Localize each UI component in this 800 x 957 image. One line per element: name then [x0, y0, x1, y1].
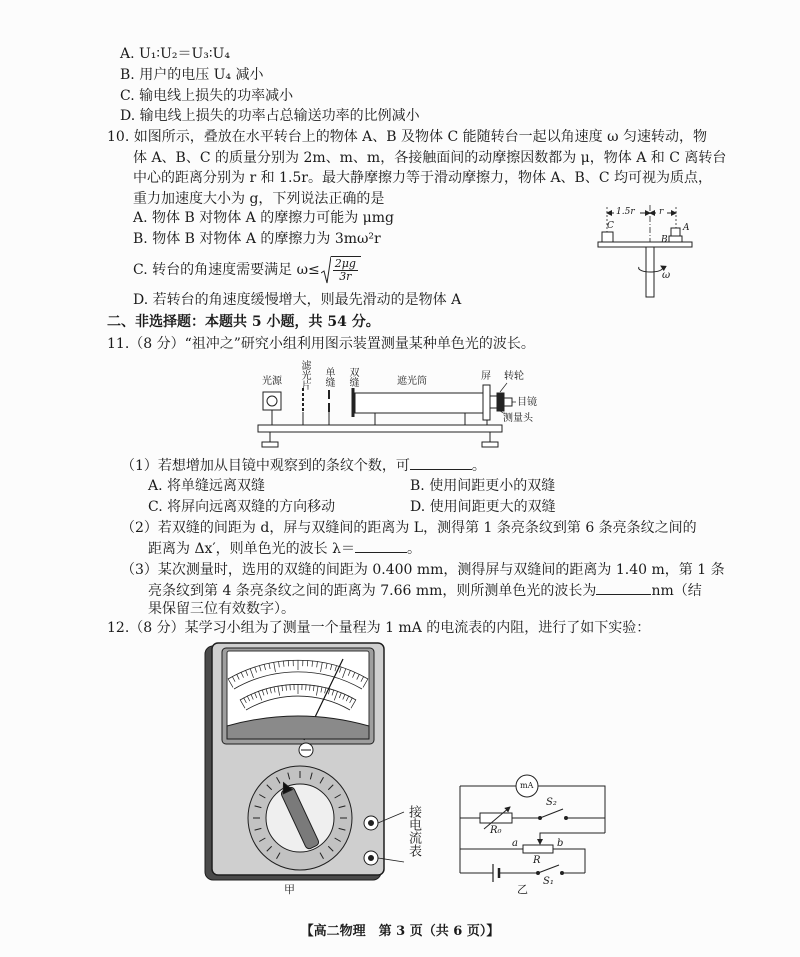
- label-eyepiece: 目镜: [517, 397, 537, 408]
- q11-part3-text: 亮条纹到第 4 条亮条纹之间的距离为 7.66 mm，则所测单色光的波长为: [148, 583, 597, 599]
- q11-part1-option-d: D. 使用间距更大的双缝: [410, 499, 556, 515]
- label-rheostat-r: R: [533, 855, 541, 866]
- label-block-c: C: [607, 221, 614, 231]
- rheostat-slider: [540, 833, 605, 844]
- q11-part1-text: （1）若想增加从目镜中观察到的条纹个数，可: [121, 458, 410, 474]
- switch-s2-blade: [540, 809, 563, 818]
- eyepiece: [504, 398, 512, 406]
- block-c: [602, 232, 613, 242]
- turntable: [598, 242, 692, 247]
- q11-part3-line: 果保留三位有效数字）。: [148, 601, 295, 617]
- multimeter-figure: [205, 643, 404, 880]
- label-block-a: A: [683, 223, 690, 233]
- figure-caption-a: 甲: [284, 883, 295, 896]
- bench-foot: [482, 442, 498, 447]
- q11-stem: 11.（8 分）“祖冲之”研究小组利用图示装置测量某种单色光的波长。: [107, 336, 535, 352]
- label-light-source: 光源: [262, 376, 282, 387]
- double-slit-apparatus: [258, 383, 516, 447]
- label-screen: 屏: [481, 371, 491, 382]
- terminal-upper-core: [369, 821, 374, 826]
- q10-stem-line: 10. 如图所示，叠放在水平转台上的物体 A、B 及物体 C 能随转台一起以角速度 ω 匀速转动，物: [107, 129, 707, 145]
- q11-part3-unit: nm（结: [651, 583, 702, 599]
- light-shield-tube: [355, 393, 483, 413]
- terminal-lower-core: [369, 856, 374, 861]
- label-filter: 滤光片: [299, 360, 310, 390]
- label-single-slit: 单缝: [323, 367, 334, 387]
- label-tube: 遮光筒: [397, 376, 427, 387]
- q10-stem-line: 重力加速度大小为 g，下列说法正确的是: [133, 191, 385, 207]
- label-double-slit: 双缝: [347, 367, 358, 387]
- square-root-expression: [321, 256, 361, 284]
- label-r0: R₀: [490, 825, 502, 836]
- q10-stem-line: 体 A、B、C 的质量分别为 2m、m、m，各接触面间的动摩擦因数都为 μ，物体 A 和 C 离转台: [133, 150, 727, 166]
- q11-part1: [121, 456, 486, 475]
- label-omega: ω: [662, 270, 671, 281]
- fraction-numerator: 2μg: [334, 257, 356, 270]
- q11-part2-text: 距离为 Δx′，则单色光的波长 λ＝: [148, 541, 355, 557]
- q10-stem-line: 中心的距离分别为 r 和 1.5r。最大静摩擦力等于滑动摩擦力，物体 A、B、C 均可视为质点，: [133, 170, 713, 186]
- q10-option-a: A. 物体 B 对物体 A 的摩擦力可能为 μmg: [133, 210, 394, 226]
- label-measuring-head: 测量头: [503, 413, 533, 424]
- resistance-box-r0: [480, 813, 512, 823]
- slide-rheostat-r: [523, 845, 553, 853]
- optical-bench-rail: [258, 425, 502, 432]
- q10-option-c: [133, 255, 361, 285]
- q9-option-c: C. 输电线上损失的功率减小: [120, 88, 294, 104]
- adjust-wheel: [497, 393, 504, 411]
- switch-s2-contact: [565, 817, 568, 820]
- q12-stem: 12.（8 分）某学习小组为了测量一个量程为 1 mA 的电流表的内阻，进行了如下实验：: [107, 620, 651, 636]
- label-distance-a: r: [659, 207, 664, 217]
- q10-option-c-text: C. 转台的角速度需要满足 ω≤: [133, 262, 320, 278]
- q11-part2-line: （2）若双缝的间距为 d，屏与双缝间的距离为 L，测得第 1 条亮条纹到第 6 条亮条纹之间的: [121, 520, 697, 536]
- q11-part1-end: 。: [471, 458, 486, 474]
- label-distance-c: 1.5r: [616, 207, 635, 217]
- label-end-b: b: [557, 838, 564, 849]
- tube-supports: [375, 413, 465, 425]
- fraction: [331, 256, 361, 284]
- screen: [483, 385, 490, 420]
- q11-part1-option-c: C. 将屏向远离双缝的方向移动: [148, 499, 336, 515]
- switch-s1-blade: [538, 865, 559, 873]
- label-s1: S₁: [543, 876, 554, 887]
- q9-option-b: B. 用户的电压 U₄ 减小: [120, 67, 264, 83]
- radical-sign-icon: [321, 256, 331, 284]
- block-b: [669, 236, 682, 242]
- bench-legs: [270, 432, 490, 442]
- label-s2: S₂: [546, 797, 557, 808]
- bench-foot: [262, 442, 278, 447]
- q10-option-d: D. 若转台的角速度缓慢增大，则最先滑动的是物体 A: [133, 292, 462, 308]
- q9-option-d: D. 输电线上损失的功率占总输送功率的比例减小: [120, 108, 420, 124]
- q11-part1-option-a: A. 将单缝远离双缝: [148, 478, 266, 494]
- q10-option-b: B. 物体 B 对物体 A 的摩擦力为 3mω²r: [133, 231, 381, 247]
- q11-part2-line: [148, 539, 421, 558]
- label-block-b: B: [661, 235, 668, 245]
- section-heading: 二、非选择题：本题共 5 小题，共 54 分。: [107, 314, 380, 330]
- figure-caption-b: 乙: [517, 883, 528, 896]
- q11-part3-line: [148, 581, 702, 600]
- q11-part3-line: （3）某次测量时，选用的双缝的间距为 0.400 mm，测得屏与双缝间的距离为 1.40 m，第 1 条: [121, 562, 725, 578]
- label-milliammeter: mA: [520, 781, 534, 790]
- answer-blank: [596, 581, 651, 595]
- page-footer: 【高二物理 第 3 页（共 6 页）】: [300, 924, 500, 939]
- label-end-a: a: [512, 838, 518, 849]
- radical-stroke: [321, 257, 331, 284]
- label-wheel: 转轮: [504, 371, 524, 382]
- q11-part2-end: 。: [406, 541, 421, 557]
- rotating-platform-figure: [598, 205, 692, 297]
- lamp-icon: [267, 396, 277, 406]
- q9-option-a: A. U₁∶U₂＝U₃∶U₄: [120, 46, 230, 62]
- block-a: [671, 228, 680, 236]
- label-terminal-note: 接电流表: [406, 805, 421, 857]
- answer-blank: [410, 456, 472, 470]
- fraction-denominator: 3r: [339, 270, 352, 283]
- q11-part1-option-b: B. 使用间距更小的双缝: [410, 478, 556, 494]
- answer-blank: [355, 539, 407, 553]
- switch-s1-contact: [561, 872, 564, 875]
